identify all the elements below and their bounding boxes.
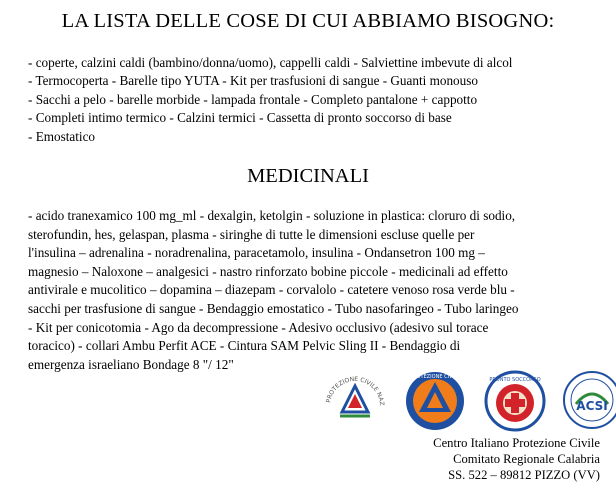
medicines-paragraph xyxy=(28,207,608,374)
list-item: - Termocoperta - Barelle tipo YUTA - Kit per trasfusioni di sangue - Guanti monouso xyxy=(28,73,478,89)
needs-list xyxy=(28,54,608,146)
protezione-civile-calabria-logo xyxy=(404,370,466,437)
list-item: - Emostatico xyxy=(28,128,96,144)
logos-row xyxy=(318,366,616,436)
text-line: emergenza israeliano Bondage 8 "/ 12" xyxy=(28,356,234,372)
text-line: sacchi per trasfusione di sangue - Bendaggio emostatico - Tubo nasofaringeo - Tubo laringeo xyxy=(28,300,519,316)
address: SS. 522 – 89812 PIZZO (VV) xyxy=(448,467,600,482)
svg-text:PROTEZIONE CIVILE NAZIONALE: PROTEZIONE CIVILE NAZ xyxy=(325,375,386,406)
svg-text:PROTEZIONE CIVILE: PROTEZIONE CIVILE xyxy=(410,374,460,380)
list-item: - coperte, calzini caldi (bambino/donna/uomo), cappelli caldi - Salviettine imbevute di alcol xyxy=(28,55,513,70)
text-line: - acido tranexamico 100 mg_ml - dexalgin, ketolgin - soluzione in plastica: cloruro di sodio, xyxy=(28,208,516,223)
text-line: magnesio – Naloxone – analgesici - nastro rinforzato bobine piccole - medicinali ad effetto xyxy=(28,263,508,279)
footer-address xyxy=(433,436,600,483)
text-line: antivirale e mucolitico – dopamina – diazepam - corvalolo - catetere venoso rosa verde blu - xyxy=(28,282,515,298)
organization-name: Centro Italiano Protezione Civile xyxy=(433,436,600,450)
protezione-civile-nazionale-logo xyxy=(322,372,388,437)
committee-name: Comitato Regionale Calabria xyxy=(453,451,600,466)
page-title: LA LISTA DELLE COSE DI CUI ABBIAMO BISOGNO: xyxy=(61,10,555,32)
svg-text:ACSI: ACSI xyxy=(576,399,608,413)
pronto-soccorso-logo xyxy=(484,370,546,437)
medicines-heading: MEDICINALI xyxy=(247,165,369,187)
text-line: l'insulina – adrenalina - noradrenalina, paracetamolo, insulina - Ondansetron 100 mg – xyxy=(28,245,485,261)
text-line: sterofundin, hes, gelaspan, plasma - siringhe di tutte le dimensioni escluse quelle per xyxy=(28,226,475,242)
list-item: - Sacchi a pelo - barelle morbide - lampada frontale - Completo pantalone + cappotto xyxy=(28,91,478,107)
list-item: - Completi intimo termico - Calzini termici - Cassetta di pronto soccorso di base xyxy=(28,110,452,126)
text-line: - Kit per conicotomia - Ago da decompressione - Adesivo occlusivo (adesivo sul torace xyxy=(28,319,489,335)
text-line: toracico) - collari Ambu Perfit ACE - Cintura SAM Pelvic Sling II - Bendaggio di xyxy=(28,338,461,354)
acsi-logo xyxy=(562,370,616,435)
svg-text:PRONTO SOCCORSO: PRONTO SOCCORSO xyxy=(489,377,541,383)
